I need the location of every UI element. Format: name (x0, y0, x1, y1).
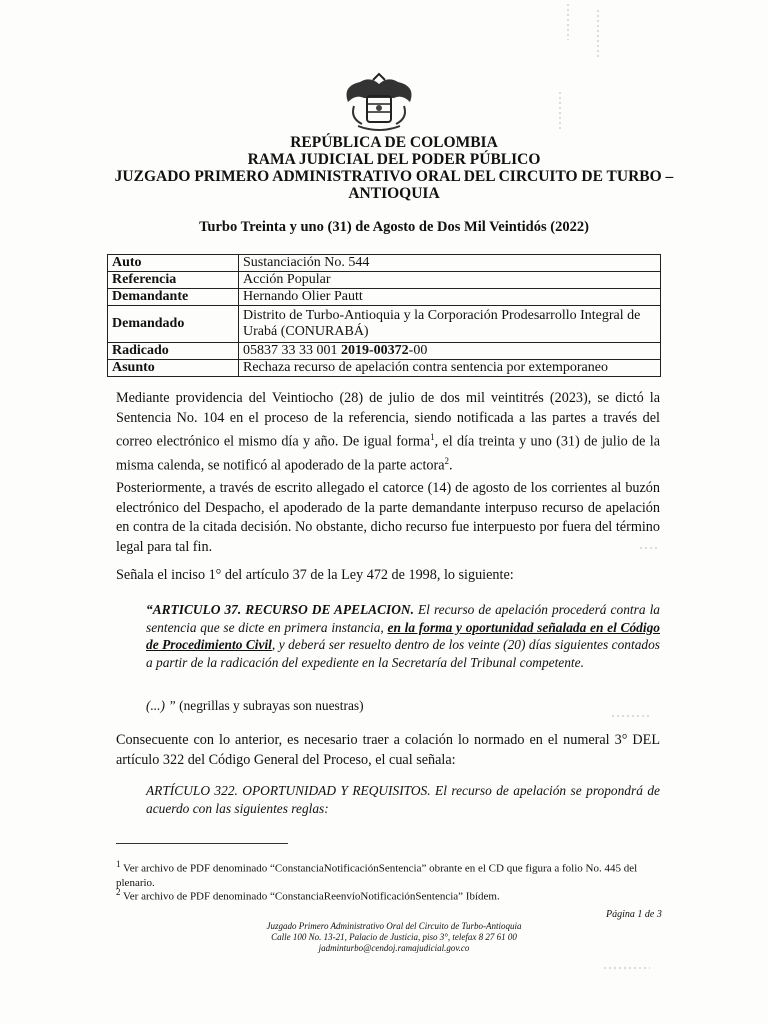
table-row (108, 343, 661, 360)
row-value-auto: Sustanciación No. 544 (239, 255, 661, 272)
header-branch: RAMA JUDICIAL DEL PODER PÚBLICO (247, 151, 541, 168)
footnote-ref-1: 1 (430, 432, 435, 442)
row-value-demandante: Hernando Olier Pautt (239, 289, 661, 306)
quote-article-37-heading: “ARTICULO 37. RECURSO DE APELACION. (146, 602, 414, 617)
paragraph-4: Consecuente con lo anterior, es necesario traer a colación lo normado en el numeral 3° DEL artículo 322 del Código General del Proceso, el cual señala: (116, 732, 660, 768)
quote-article-37-text-b: , y deberá ser resuelto dentro de los veinte (20) días siguientes contados a partir de la radicación del expediente en la Secretaría del Tribunal competente. (146, 637, 661, 670)
footnote-1-text: Ver archivo de PDF denominado “ConstanciaNotificaciónSentencia” obrante en el CD que figura a folio No. 445 del plenario. (116, 862, 638, 889)
row-label-demandado: Demandado (108, 306, 239, 343)
paragraph-1-text-c: . (449, 457, 453, 474)
footnote-1-mark: 1 (116, 859, 121, 869)
quote-ellipsis: (...) ” (146, 698, 176, 713)
row-label-demandante: Demandante (108, 289, 239, 306)
paragraph-1-text-b: , el día treinta y uno (31) de julio de la misma calenda, se notificó al apoderado de la parte actora (116, 433, 660, 474)
row-label-radicado: Radicado (108, 343, 239, 360)
row-value-asunto: Rechaza recurso de apelación contra sentencia por extemporaneo (239, 360, 661, 377)
row-value-radicado (239, 343, 661, 360)
footnote-divider (116, 843, 288, 844)
row-label-asunto: Asunto (108, 360, 239, 377)
quote-article-37-text-a: El recurso de apelación procederá contra la sentencia que se dicte en primera instancia, (146, 602, 660, 635)
radicado-suffix: -00 (408, 343, 428, 358)
paragraph-3: Señala el inciso 1° del artículo 37 de la Ley 472 de 1998, lo siguiente: (116, 567, 514, 583)
paragraph-1 (116, 389, 660, 476)
table-row (108, 306, 661, 343)
footnote-2-text: Ver archivo de PDF denominado “ConstanciaReenvíoNotificaciónSentencia” Ibídem. (120, 890, 500, 903)
footnote-2-mark: 2 (116, 887, 121, 897)
footer-address: Calle 100 No. 13-21, Palacio de Justicia, piso 3°, telefax 8 27 61 00 (271, 932, 517, 942)
table-row (108, 255, 661, 272)
coat-of-arms-seal (340, 72, 418, 134)
row-label-referencia: Referencia (108, 272, 239, 289)
table-row (108, 360, 661, 377)
date-line: Turbo Treinta y uno (31) de Agosto de Dos Mil Veintidós (2022) (199, 219, 589, 235)
row-value-demandado: Distrito de Turbo-Antioquia y la Corporación Prodesarrollo Integral de Urabá (CONURABÁ) (239, 306, 661, 343)
page-number: Página 1 de 3 (606, 909, 662, 920)
header-court: JUZGADO PRIMERO ADMINISTRATIVO ORAL DEL CIRCUITO DE TURBO – (114, 168, 674, 185)
header-region: ANTIOQUIA (348, 185, 440, 202)
paragraph-1-text-a: Mediante providencia del Veintiocho (28) de julio de dos mil veintitrés (2023), se dictó la Sentencia No. 104 en el proceso de la referencia, siendo notificada a las partes a través del correo electrónico el mismo día y año. De igual forma (116, 390, 660, 450)
quote-article-37 (146, 601, 660, 671)
paragraph-2: Posteriormente, a través de escrito allegado el catorce (14) de agosto de los corrientes al buzón electrónico del Despacho, el apoderado de la parte demandante interpuso recurso de apelación en contra de la citada decisión. No obstante, dicho recurso fue interpuesto por fuera del término legal para tal fin. (116, 480, 660, 555)
emphasis-note: (negrillas y subrayas son nuestras) (175, 698, 364, 713)
radicado-prefix: 05837 33 33 001 (243, 343, 338, 358)
quote-closing-note (146, 697, 660, 715)
row-label-auto: Auto (108, 255, 239, 272)
table-row (108, 289, 661, 306)
footnote-ref-2: 2 (444, 456, 450, 467)
footer-email: jadminturbo@cendoj.ramajudicial.gov.co (318, 943, 470, 953)
quote-article-322: ARTÍCULO 322. OPORTUNIDAD Y REQUISITOS. El recurso de apelación se propondrá de acuerdo con las siguientes reglas: (146, 783, 660, 816)
header-country: REPÚBLICA DE COLOMBIA (290, 134, 498, 151)
footnote-2 (116, 885, 668, 904)
radicado-number: 2019-00372 (341, 343, 409, 358)
table-row (108, 272, 661, 289)
row-value-referencia: Acción Popular (239, 272, 661, 289)
quote-article-37-emphasis: en la forma y oportunidad señalada en el Código de Procedimiento Civil (146, 619, 660, 653)
case-info-table (107, 254, 661, 377)
footer-court-name: Juzgado Primero Administrativo Oral del Circuito de Turbo-Antioquia (266, 921, 522, 931)
